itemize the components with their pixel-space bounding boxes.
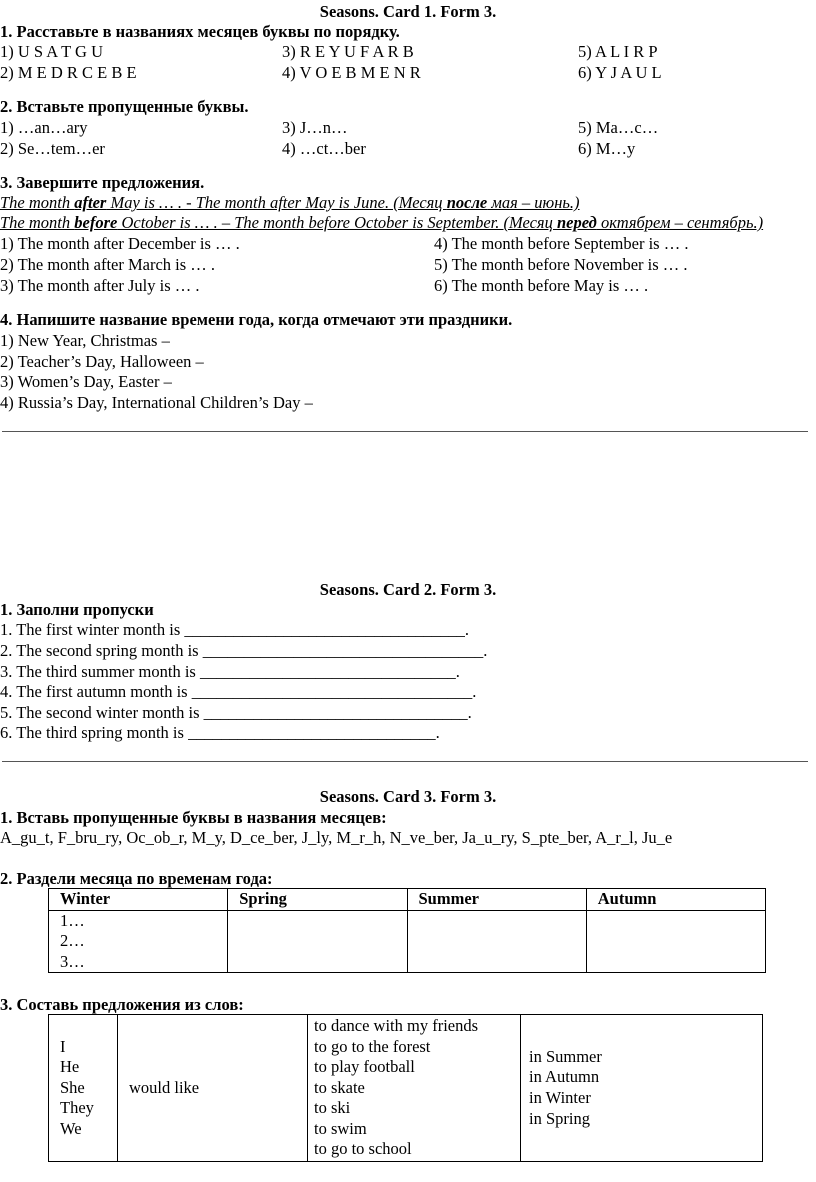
season-item: in Autumn bbox=[529, 1067, 600, 1087]
row-number-2: 2… bbox=[60, 931, 85, 951]
card1-task3-item-3: 3) The month after July is … . bbox=[0, 276, 200, 295]
card1-task4-item-2: 2) Teacher’s Day, Halloween – bbox=[0, 352, 204, 371]
card2-item-4: 4. The first autumn month is __________________________________. bbox=[0, 682, 477, 701]
action-item: to go to the forest bbox=[314, 1036, 431, 1056]
card1-task1-item-1: 1) U S A T G U bbox=[0, 42, 103, 61]
actions-cell bbox=[308, 1015, 521, 1162]
card1-task4-item-1: 1) New Year, Christmas – bbox=[0, 331, 170, 350]
seasons-table bbox=[48, 888, 766, 973]
row-number-3: 3… bbox=[60, 951, 85, 971]
subject-item: They bbox=[60, 1098, 94, 1118]
card1-title: Seasons. Card 1. Form 3. bbox=[319, 2, 497, 21]
action-item: to go to school bbox=[314, 1139, 412, 1159]
card2-heading: 1. Заполни пропуски bbox=[0, 600, 154, 619]
card3-task1-heading: 1. Вставь пропущенные буквы в названия месяцев: bbox=[0, 808, 387, 827]
column-header-summer: Summer bbox=[407, 889, 586, 911]
card2-item-3: 3. The third summer month is _______________________________. bbox=[0, 662, 460, 681]
season-item: in Summer bbox=[529, 1046, 602, 1066]
card1-task1-item-2: 2) M E D R C E B E bbox=[0, 63, 137, 82]
summer-cell bbox=[407, 910, 586, 973]
card1-task2-item-2: 2) Se…tem…er bbox=[0, 139, 105, 158]
action-item: to play football bbox=[314, 1057, 415, 1077]
seasons-cell bbox=[521, 1015, 763, 1162]
card-divider bbox=[2, 431, 808, 432]
subject-item: I bbox=[60, 1036, 66, 1056]
card1-task3-heading: 3. Завершите предложения. bbox=[0, 173, 205, 192]
subject-item: We bbox=[60, 1118, 82, 1138]
card2-item-2: 2. The second spring month is __________________________________. bbox=[0, 641, 488, 660]
card1-task3-item-6: 6) The month before May is … . bbox=[434, 276, 649, 295]
card1-task3-item-4: 4) The month before September is … . bbox=[434, 234, 689, 253]
action-item: to ski bbox=[314, 1098, 351, 1118]
card2-item-1: 1. The first winter month is __________________________________. bbox=[0, 620, 470, 639]
card1-task1-item-3: 3) R E Y U F A R B bbox=[282, 42, 414, 61]
row-number-1: 1… bbox=[60, 910, 85, 930]
card1-task3-item-5: 5) The month before November is … . bbox=[434, 255, 688, 274]
card1-task4-item-3: 3) Women’s Day, Easter – bbox=[0, 372, 172, 391]
season-item: in Winter bbox=[529, 1088, 591, 1107]
winter-cell bbox=[49, 910, 228, 973]
verb-cell bbox=[118, 1015, 308, 1162]
subject-item: She bbox=[60, 1077, 85, 1097]
card1-task2-item-1: 1) …an…ary bbox=[0, 118, 88, 137]
card1-task2-heading: 2. Вставьте пропущенные буквы. bbox=[0, 97, 249, 116]
column-header-autumn: Autumn bbox=[586, 889, 765, 911]
card1-task2-item-6: 6) M…y bbox=[578, 139, 636, 158]
action-item: to dance with my friends bbox=[314, 1015, 479, 1035]
card-divider bbox=[2, 761, 808, 762]
card1-task4-item-4: 4) Russia’s Day, International Children’s Day – bbox=[0, 393, 313, 412]
spring-cell bbox=[228, 910, 407, 973]
season-item: in Spring bbox=[529, 1108, 590, 1128]
card2-item-6: 6. The third spring month is ______________________________. bbox=[0, 723, 440, 742]
autumn-cell bbox=[586, 910, 765, 973]
card1-task3-item-1: 1) The month after December is … . bbox=[0, 234, 240, 253]
column-header-spring: Spring bbox=[228, 889, 407, 911]
verb-phrase: would like bbox=[129, 1077, 200, 1097]
card1-task3-example-before: The month before October is … . – The month before October is September. (Месяц перед октябрем – сентябрь.) bbox=[0, 213, 764, 232]
column-header-winter: Winter bbox=[49, 889, 228, 911]
card1-task1-item-6: 6) Y J A U L bbox=[578, 63, 662, 82]
card1-task3-example-after: The month after May is … . - The month after May is June. (Месяц после мая – июнь.) bbox=[0, 193, 580, 212]
card1-task1-item-4: 4) V O E B M E N R bbox=[282, 63, 421, 82]
card2-title: Seasons. Card 2. Form 3. bbox=[319, 580, 497, 599]
card1-task2-item-4: 4) …ct…ber bbox=[282, 139, 366, 158]
action-item: to skate bbox=[314, 1077, 365, 1097]
sentence-builder-table bbox=[48, 1014, 763, 1162]
card3-task3-heading: 3. Составь предложения из слов: bbox=[0, 995, 244, 1014]
card1-task1-item-5: 5) A L I R P bbox=[578, 42, 658, 61]
card1-task2-item-5: 5) Ma…c… bbox=[578, 118, 659, 137]
action-item: to swim bbox=[314, 1118, 367, 1138]
card2-item-5: 5. The second winter month is ________________________________. bbox=[0, 703, 472, 722]
card1-task4-heading: 4. Напишите название времени года, когда отмечают эти праздники. bbox=[0, 310, 513, 329]
card1-task2-item-3: 3) J…n… bbox=[282, 118, 348, 137]
card1-task3-item-2: 2) The month after March is … . bbox=[0, 255, 216, 274]
subjects-cell bbox=[49, 1015, 118, 1162]
card3-title: Seasons. Card 3. Form 3. bbox=[319, 787, 497, 806]
subject-item: He bbox=[60, 1057, 80, 1077]
card1-task1-heading: 1. Расставьте в названиях месяцев буквы по порядку. bbox=[0, 22, 400, 41]
card3-task1-text: A_gu_t, F_bru_ry, Oc_ob_r, M_y, D_ce_ber, J_ly, M_r_h, N_ve_ber, Ja_u_ry, S_pte_ber, A_r_l, Ju_e bbox=[0, 828, 673, 847]
card3-task2-heading: 2. Раздели месяца по временам года: bbox=[0, 869, 273, 888]
